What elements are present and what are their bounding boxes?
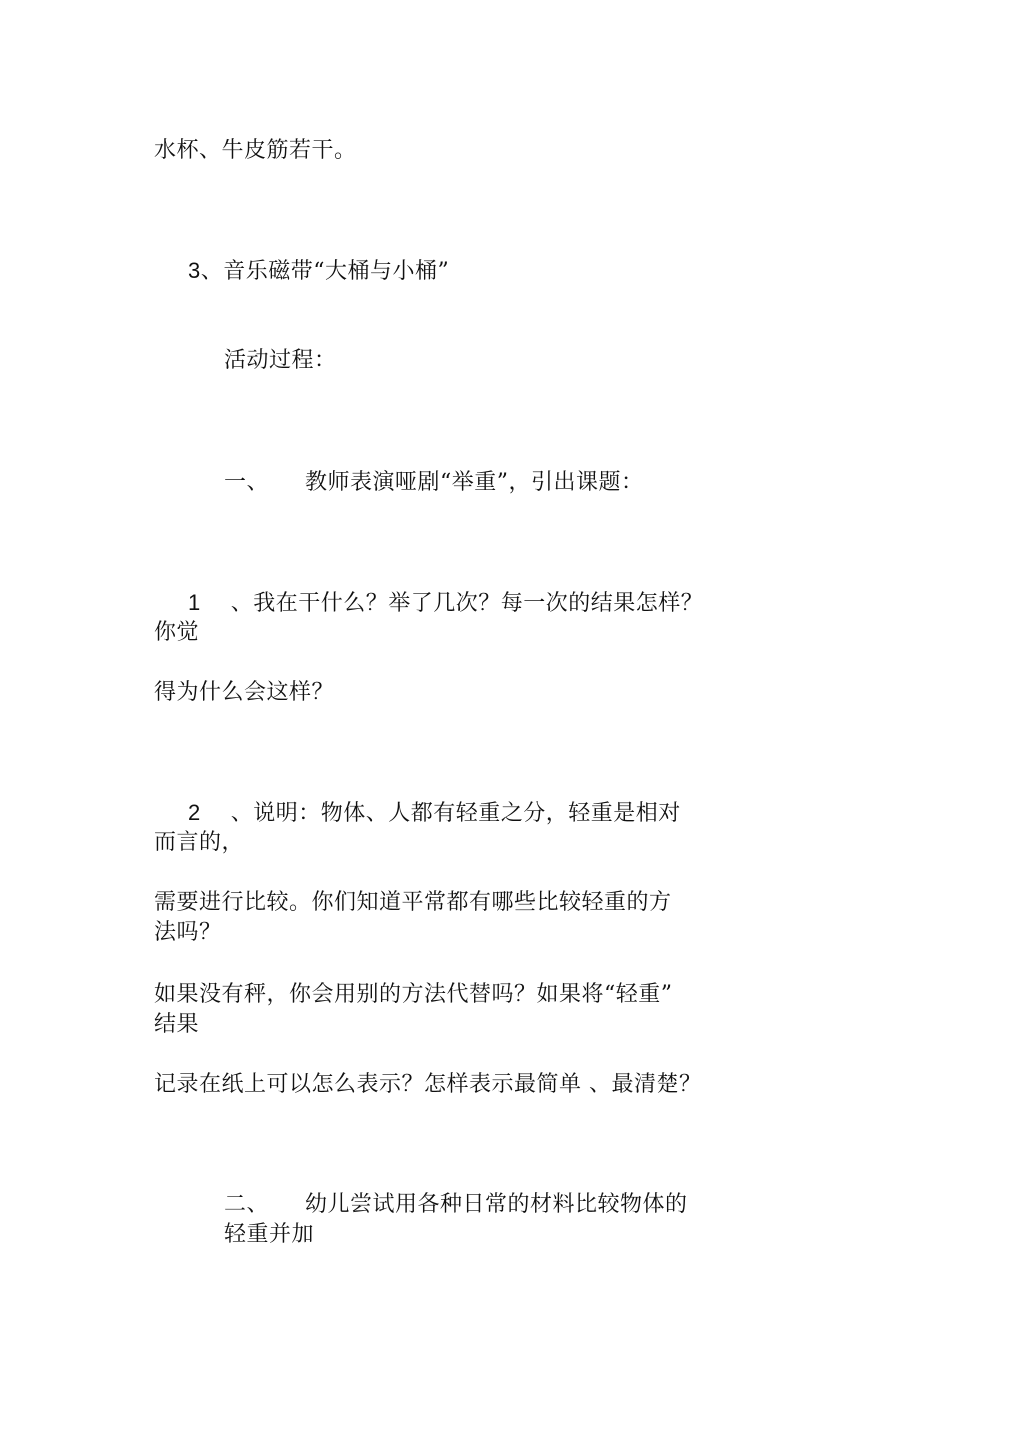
section-two-heading: [224, 1190, 688, 1220]
line-text: 需要进行比较。你们知道平常都有哪些比较轻重的方: [154, 890, 672, 915]
line-text: 你觉: [154, 620, 200, 645]
text-line: [154, 980, 673, 1010]
line-text: 轻重并加: [224, 1222, 315, 1247]
text-line: [154, 1070, 702, 1100]
section-marker: 二、: [224, 1192, 270, 1217]
list-item-2: [188, 798, 681, 829]
section-one-heading: [224, 468, 644, 498]
heading-text: 活动过程：: [224, 348, 337, 373]
list-item-1: [188, 588, 703, 619]
section-text: 教师表演哑剧“举重”，引出课题：: [305, 470, 644, 495]
section-marker: 一、: [224, 470, 270, 495]
line-text: 记录在纸上可以怎么表示？怎样表示最简单 、最清楚？: [154, 1072, 702, 1097]
line-text: 结果: [154, 1012, 200, 1037]
section-heading: [224, 346, 337, 376]
item-number: 2: [188, 800, 201, 825]
text-line: [154, 618, 199, 648]
list-item-3: [188, 256, 449, 287]
line-text: 法吗？: [154, 920, 222, 945]
line-text: 得为什么会这样？: [154, 680, 335, 705]
text-line: [154, 828, 244, 858]
text-line: [154, 888, 672, 918]
item-number: 3: [188, 258, 201, 283]
item-text: 、音乐磁带“大桶与小桶”: [200, 259, 450, 284]
item-text: 、我在干什么？举了几次？每一次的结果怎样？: [230, 591, 704, 616]
line-text: 如果没有秤，你会用别的方法代替吗？如果将“轻重”: [154, 982, 673, 1007]
text-line: [154, 678, 334, 708]
line-text: 而言的，: [154, 830, 245, 855]
text-line: [154, 918, 222, 948]
text-line: [154, 136, 357, 166]
line-text: 水杯、牛皮筋若干。: [154, 138, 357, 163]
section-text: 幼儿尝试用各种日常的材料比较物体的: [305, 1192, 688, 1217]
item-text: 、说明：物体、人都有轻重之分，轻重是相对: [230, 801, 681, 826]
text-line: [154, 1010, 199, 1040]
item-number: 1: [188, 590, 201, 615]
text-line: [224, 1220, 314, 1250]
